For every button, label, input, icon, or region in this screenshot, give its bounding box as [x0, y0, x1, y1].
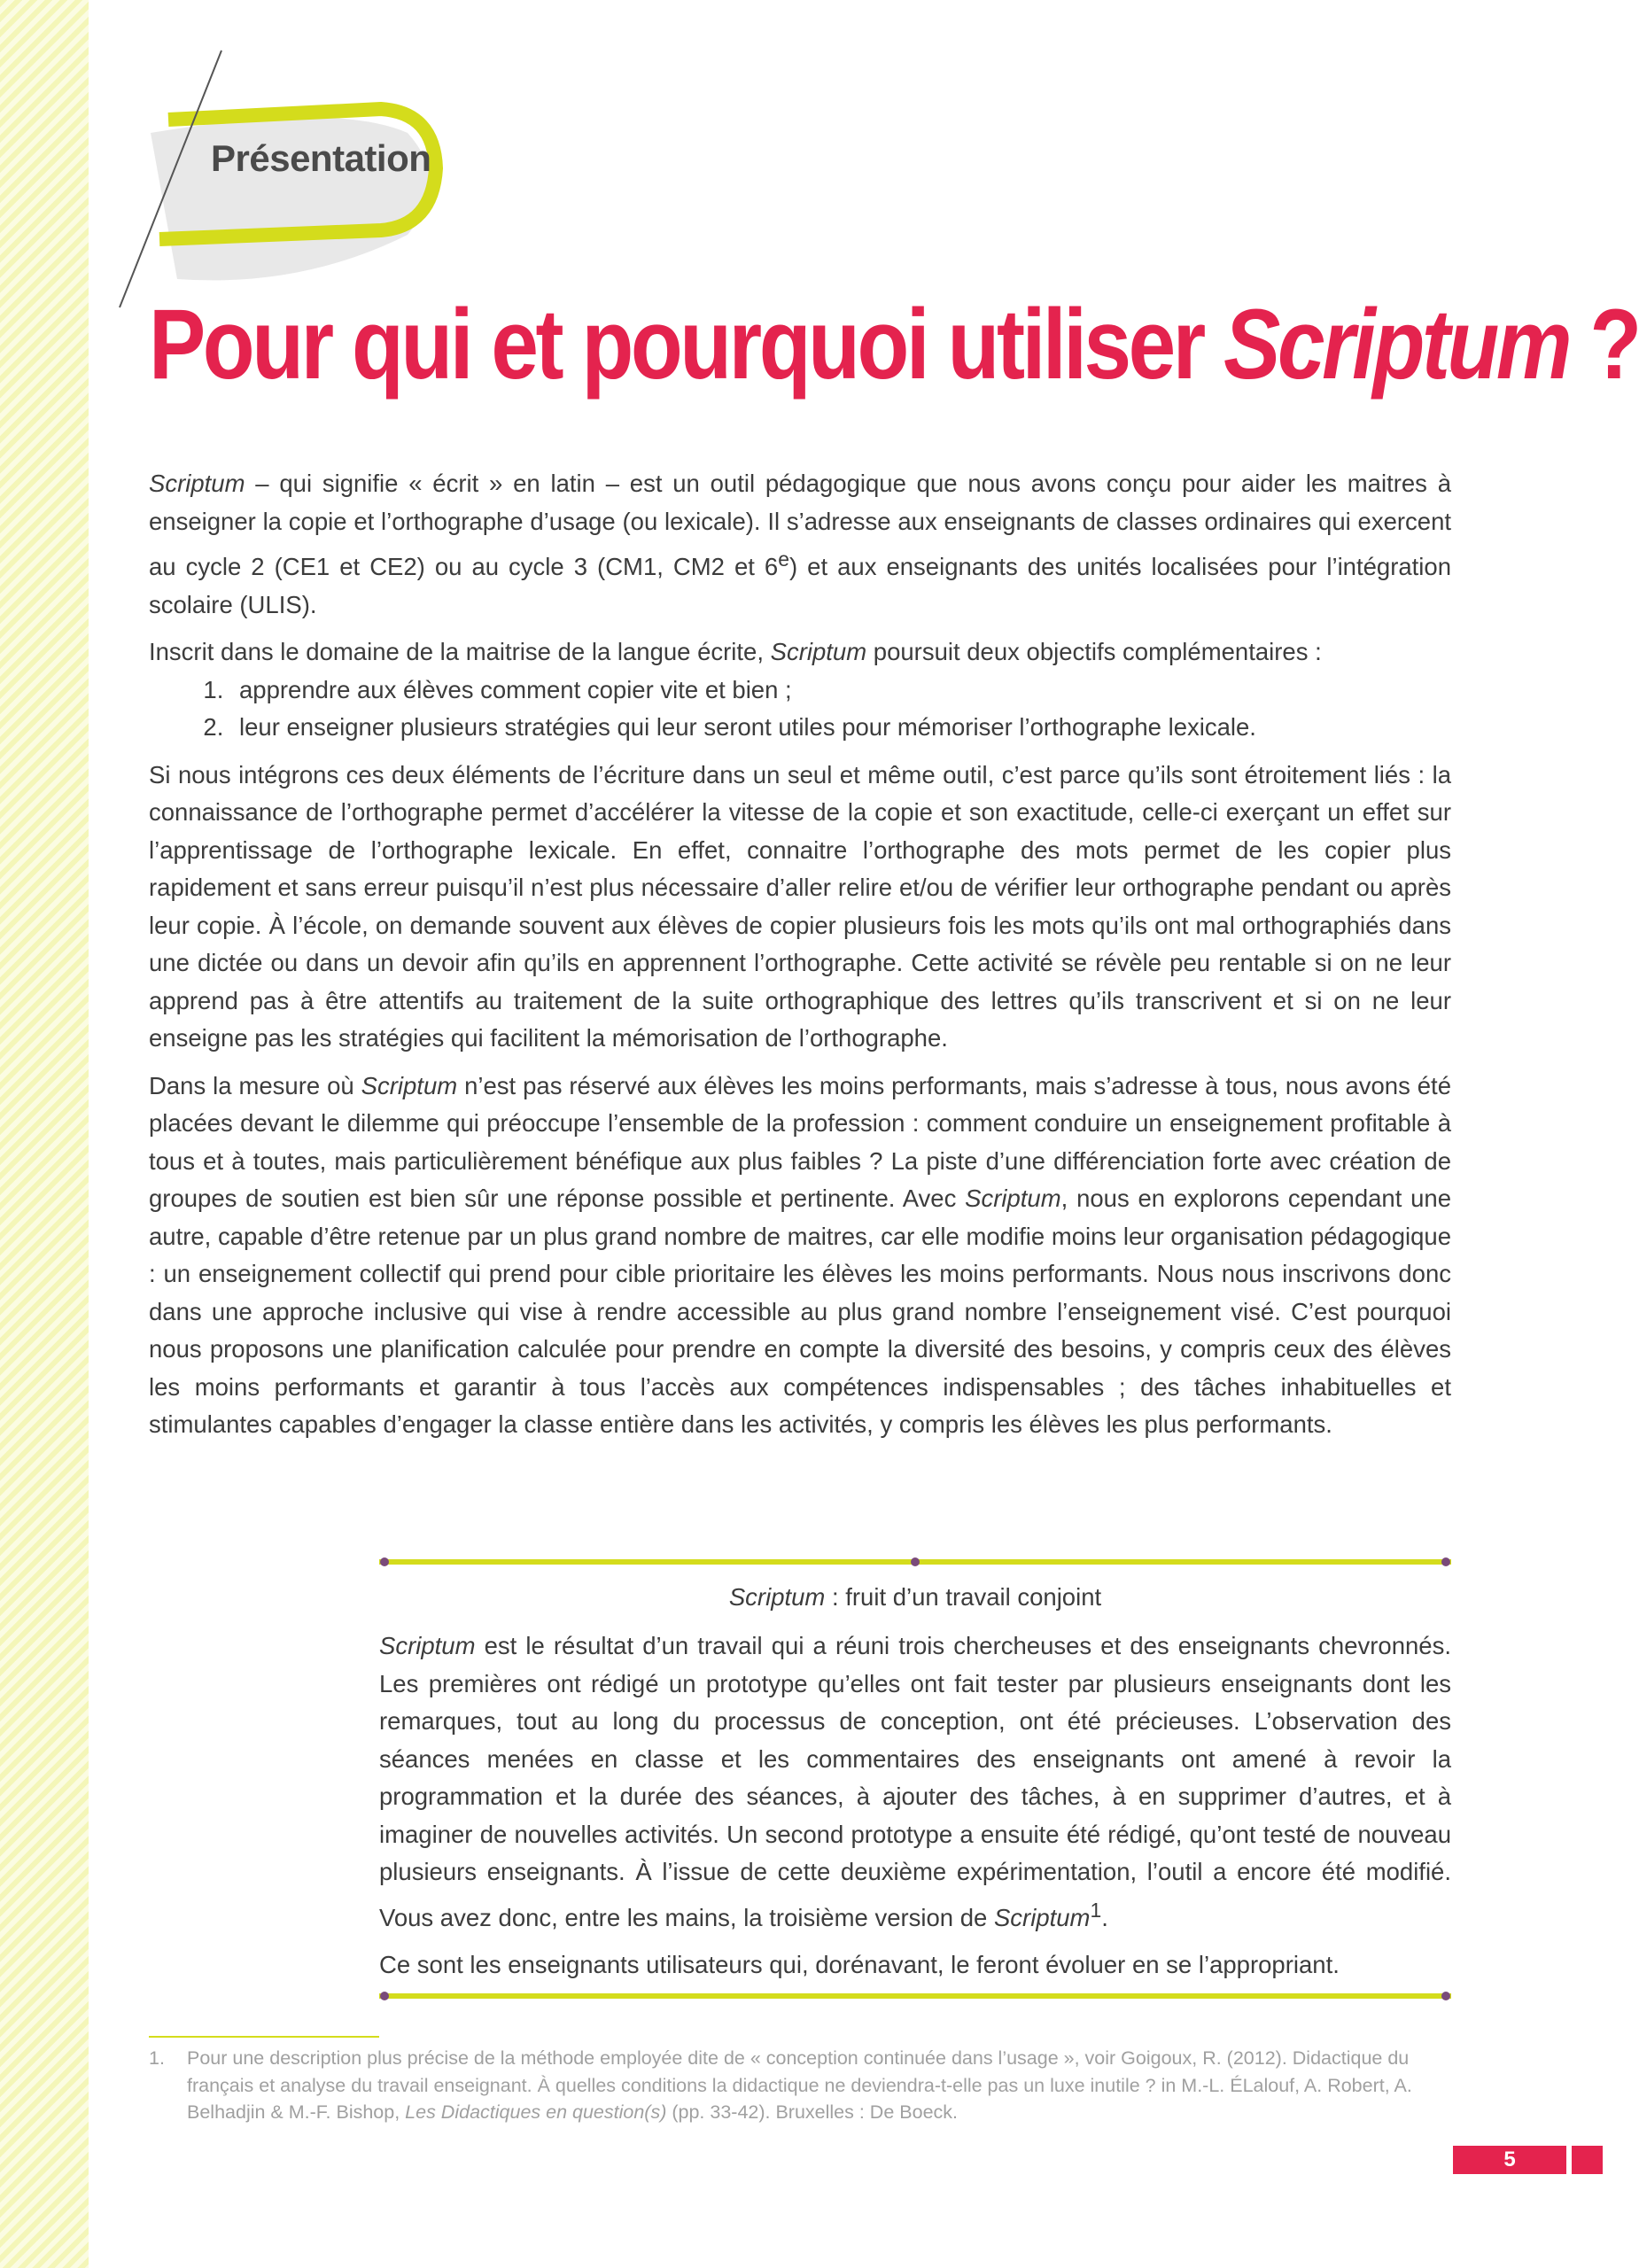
superscript: e — [778, 548, 789, 571]
section-tab-label: Présentation — [211, 137, 431, 179]
title-emphasis: Scriptum — [1223, 289, 1570, 400]
footnote-text-a: Pour une description plus précise de la méthode employée dite de « conception continuée dans l’usage », voir Goigoux, R. (2012). Didactique du français et analyse du travail enseignant. À quelles conditions la didactique ne deviendra-t-elle pas un luxe inutile ? in M.-L. ÉLalouf, A. Robert, A. Belhadjin & M.-F. Bishop, — [187, 2047, 1412, 2123]
box-bottom-rule — [379, 1990, 1451, 2002]
intro-paragraph-1 — [149, 465, 1451, 624]
paragraph-text: . — [1101, 1903, 1108, 1931]
section-tab-shape — [115, 49, 452, 315]
footnote-text — [187, 2045, 1456, 2126]
footnote-text-b: (pp. 33-42). Bruxelles : De Boeck. — [666, 2101, 958, 2123]
objectives-list — [149, 672, 1451, 747]
scriptum-emph: Scriptum — [965, 1184, 1061, 1213]
page-title — [149, 289, 1639, 400]
intro-paragraph-2 — [149, 633, 1451, 672]
paragraph-text: est le résultat d’un travail qui a réuni trois chercheuses et des enseignants chevronnés. Les premières ont rédigé un prototype qu’elles ont fait tester par plusieurs enseignants dont les remarques, tout au long du processus de conception, ont été précieuses. L’observation des séances menées en classe et les commentaires des enseignants ont amené à revoir la programmation et la durée des séances, à ajouter des tâches, à en supprimer d’autres, et à imaginer de nouvelles activités. Un second prototype a ensuite été rédigé, qu’ont testé de nouveau plusieurs enseignants. À l’issue de cette deuxième expérimentation, l’outil a encore été modifié. Vous avez donc, entre les mains, la troisième version de — [379, 1632, 1451, 1931]
scriptum-emph: Scriptum — [728, 1583, 826, 1611]
footnote-number: 1. — [149, 2047, 165, 2069]
list-item: 1. apprendre aux élèves comment copier vite et bien ; — [230, 672, 1451, 710]
scriptum-emph: Scriptum — [379, 1632, 476, 1659]
footnote-divider — [149, 2036, 379, 2038]
paragraph-text: Dans la mesure où — [149, 1071, 361, 1099]
paragraph-text: – qui signifie « écrit » en latin – est un outil pédagogique que nous avons conçu pour aider les maitres à enseigner la copie et l’orthographe d’usage (ou lexicale). Il s’adresse aux enseignants de classes ordinaires qui exercent au cycle 2 (CE1 et CE2) ou au cycle 3 (CM1, CM2 et 6 — [149, 470, 1451, 581]
title-prefix: Pour qui et pourquoi utiliser — [149, 289, 1224, 400]
box-title — [379, 1583, 1451, 1612]
box-top-rule — [379, 1556, 1451, 1568]
footnote — [149, 2045, 1456, 2126]
paragraph-text: Inscrit dans le domaine de la maitrise de la langue écrite, — [149, 638, 771, 666]
page-number: 5 — [1453, 2146, 1566, 2174]
scriptum-emph: Scriptum — [149, 470, 245, 497]
box-body — [379, 1627, 1451, 1994]
scriptum-emph: Scriptum — [361, 1071, 458, 1099]
paragraph-text: , nous en explorons cependant une autre, capable d’être retenue par un plus grand nombre de maitres, car elle modifie moins leur organisation pédagogique : un enseignement collectif qui prend pour cible prioritaire les élèves les moins performants. Nous nous inscrivons donc dans une approche inclusive qui vise à rendre accessible au plus grand nombre l’enseignement visé. C’est pourquoi nous proposons une planification calculée pour prendre en compte la diversité des besoins, y compris ceux des élèves les moins performants et garantir à tous l’accès aux compétences indispensables ; des tâches inhabituelles et stimulantes capables d’engager la classe entière dans les activités, y compris les élèves les plus performants. — [149, 1184, 1452, 1439]
box-title-text: : fruit d’un travail conjoint — [825, 1583, 1102, 1611]
box-paragraph-1 — [379, 1627, 1451, 1937]
intro-paragraph-4 — [149, 1068, 1451, 1444]
scriptum-emph: Scriptum — [993, 1903, 1091, 1931]
page-number-tab — [1572, 2146, 1603, 2174]
intro-paragraph-3: Si nous intégrons ces deux éléments de l’écriture dans un seul et même outil, c’est parce qu’ils sont étroitement liés : la connaissance de l’orthographe permet d’accélérer la vitesse de la copie et son exactitude, celle-ci exerçant un effet sur l’apprentissage de l’orthographe lexicale. En effet, connaitre l’orthographe des mots permet de les copier plus rapidement et sans erreur puisqu’il n’est plus nécessaire d’aller relire et/ou de vérifier leur orthographe pendant ou après leur copie. À l’école, on demande souvent aux élèves de copier plusieurs fois les mots qu’ils ont mal orthographiés dans une dictée ou dans un devoir afin qu’ils en apprennent l’orthographe. Cette activité se révèle peu rentable si on ne leur apprend pas à être attentifs au traitement de la suite orthographique des lettres qu’ils transcrivent et si on ne leur enseigne pas les stratégies qui facilitent la mémorisation de l’orthographe. — [149, 760, 1451, 1052]
footnote-emph: Les Didactiques en question(s) — [405, 2101, 667, 2123]
decorative-side-stripe — [0, 0, 89, 2268]
main-text — [149, 465, 1451, 1454]
footnote-ref: 1 — [1090, 1898, 1102, 1922]
paragraph-text: n’est pas réservé aux élèves les moins performants, mais s’adresse à tous, nous avons été placées devant le dilemme qui préoccupe l’ensemble de la profession : comment conduire un enseignement profitable à tous et à toutes, mais particulièrement bénéfique aux plus faibles ? La piste d’une différenciation forte avec création de groupes de soutien est bien sûr une réponse possible et pertinente. Avec — [149, 1071, 1451, 1213]
title-suffix: ? — [1569, 289, 1639, 400]
section-tab — [115, 49, 452, 315]
paragraph-text: poursuit deux objectifs complémentaires : — [866, 638, 1322, 666]
box-paragraph-2: Ce sont les enseignants utilisateurs qui, dorénavant, le feront évoluer en se l’appropriant. — [379, 1951, 1340, 1979]
list-item: 2. leur enseigner plusieurs stratégies qui leur seront utiles pour mémoriser l’orthographe lexicale. — [230, 709, 1451, 747]
scriptum-emph: Scriptum — [770, 638, 867, 666]
paragraph-text: ) et aux enseignants des unités localisées pour l’intégration scolaire (ULIS). — [149, 553, 1451, 618]
